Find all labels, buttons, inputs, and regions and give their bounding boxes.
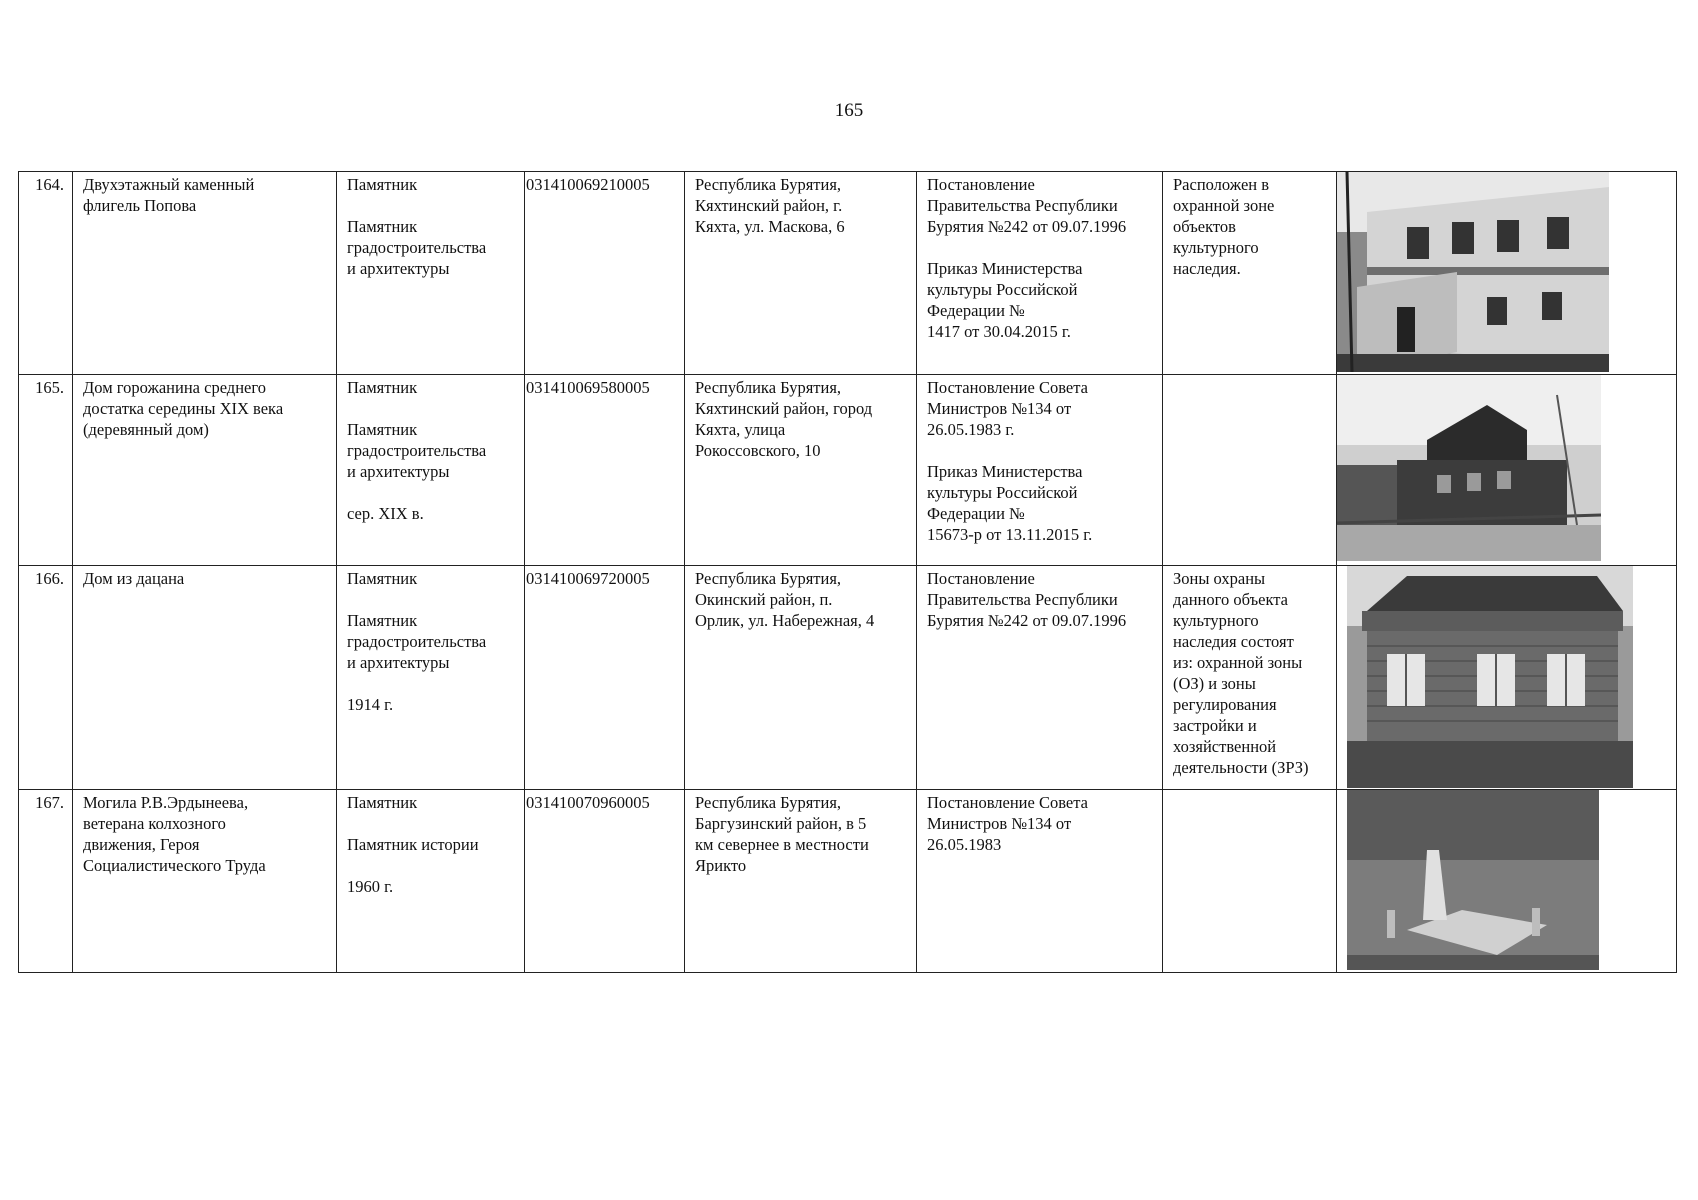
text-line: Кяхтинский район, г. [695, 196, 843, 215]
object-name-cell [73, 790, 337, 973]
text-line [347, 855, 514, 876]
text-line: Постановление [927, 175, 1035, 194]
text-line: (деревянный дом) [83, 420, 209, 439]
heritage-registry-table [18, 171, 1677, 973]
text-line [347, 813, 514, 834]
text-line: Федерации № [927, 504, 1025, 523]
document-cell [917, 566, 1163, 790]
table-row [19, 172, 1677, 375]
text-line: 26.05.1983 г. [927, 420, 1015, 439]
registry-code-cell: 031410069720005 [525, 566, 685, 790]
object-name-cell [73, 172, 337, 375]
log-house-photo [1347, 566, 1633, 788]
text-line: 1914 г. [347, 695, 394, 714]
text-line: Бурятия №242 от 09.07.1996 [927, 217, 1127, 236]
text-line: 1960 г. [347, 877, 394, 896]
text-line: достатка середины XIX века [83, 399, 284, 418]
text-line: Приказ Министерства [927, 259, 1083, 278]
text-line: км севернее в местности [695, 835, 869, 854]
photo-cell [1337, 375, 1677, 566]
text-line: Памятник [347, 611, 418, 630]
text-line [927, 440, 1152, 461]
text-line: Окинский район, п. [695, 590, 833, 609]
text-line: Орлик, ул. Набережная, 4 [695, 611, 875, 630]
text-line: Республика Бурятия, [695, 793, 842, 812]
text-line: культуры Российской [927, 280, 1078, 299]
text-line: охранной зоне [1173, 196, 1275, 215]
text-line: Рокоссовского, 10 [695, 441, 821, 460]
text-line: объектов [1173, 217, 1236, 236]
table-row [19, 566, 1677, 790]
text-line: Бурятия №242 от 09.07.1996 [927, 611, 1127, 630]
text-line [347, 195, 514, 216]
text-line: сер. XIX в. [347, 504, 424, 523]
registry-code-cell: 031410069580005 [525, 375, 685, 566]
text-line: (ОЗ) и зоны [1173, 674, 1256, 693]
text-line: Баргузинский район, в 5 [695, 814, 867, 833]
text-line: Памятник [347, 217, 418, 236]
page-number: 165 [834, 100, 864, 121]
address-cell [685, 172, 917, 375]
text-line: Памятник [347, 420, 418, 439]
note-cell [1163, 375, 1337, 566]
text-line: Могила Р.В.Эрдынеева, [83, 793, 249, 812]
text-line: Памятник истории [347, 835, 479, 854]
text-line: Министров №134 от [927, 814, 1072, 833]
grave-monument-photo [1347, 790, 1599, 970]
photo-cell [1337, 172, 1677, 375]
object-type-cell [337, 790, 525, 973]
text-line [347, 589, 514, 610]
text-line: Министров №134 от [927, 399, 1072, 418]
object-type-cell [337, 566, 525, 790]
text-line: Республика Бурятия, [695, 569, 842, 588]
text-line: из: охранной зоны [1173, 653, 1303, 672]
object-type-cell [337, 375, 525, 566]
text-line: Правительства Республики [927, 590, 1118, 609]
text-line: Дом горожанина среднего [83, 378, 266, 397]
table-row [19, 790, 1677, 973]
note-cell [1163, 566, 1337, 790]
registry-code-cell: 031410069210005 [525, 172, 685, 375]
row-number: 165. [19, 375, 73, 566]
text-line [927, 237, 1152, 258]
text-line: Памятник [347, 569, 418, 588]
document-cell [917, 172, 1163, 375]
two-story-stone-building-photo [1337, 172, 1609, 372]
text-line: Федерации № [927, 301, 1025, 320]
text-line [347, 673, 514, 694]
text-line: Памятник [347, 378, 418, 397]
text-line: хозяйственной [1173, 737, 1277, 756]
text-line: и архитектуры [347, 259, 450, 278]
table-row [19, 375, 1677, 566]
row-number: 167. [19, 790, 73, 973]
object-name-cell [73, 375, 337, 566]
text-line: и архитектуры [347, 653, 450, 672]
text-line: Дом из дацана [83, 569, 185, 588]
photo-cell [1337, 566, 1677, 790]
wooden-house-photo [1337, 375, 1601, 561]
text-line: культуры Российской [927, 483, 1078, 502]
text-line: Кяхтинский район, город [695, 399, 873, 418]
text-line: 1417 от 30.04.2015 г. [927, 322, 1071, 341]
text-line [347, 398, 514, 419]
text-line: ветерана колхозного [83, 814, 226, 833]
text-line [347, 482, 514, 503]
text-line: Двухэтажный каменный [83, 175, 255, 194]
text-line: градостроительства [347, 632, 487, 651]
text-line: наследия состоят [1173, 632, 1294, 651]
text-line: движения, Героя [83, 835, 200, 854]
text-line: Постановление Совета [927, 793, 1088, 812]
registry-code-cell: 031410070960005 [525, 790, 685, 973]
note-cell [1163, 790, 1337, 973]
document-cell [917, 375, 1163, 566]
row-number: 164. [19, 172, 73, 375]
object-type-cell [337, 172, 525, 375]
text-line: Приказ Министерства [927, 462, 1083, 481]
text-line: флигель Попова [83, 196, 197, 215]
row-number: 166. [19, 566, 73, 790]
text-line: Постановление Совета [927, 378, 1088, 397]
text-line: Правительства Республики [927, 196, 1118, 215]
address-cell [685, 375, 917, 566]
object-name-cell [73, 566, 337, 790]
text-line: деятельности (ЗРЗ) [1173, 758, 1309, 777]
text-line: градостроительства [347, 441, 487, 460]
text-line: Социалистического Труда [83, 856, 266, 875]
address-cell [685, 566, 917, 790]
text-line: Постановление [927, 569, 1035, 588]
text-line: регулирования [1173, 695, 1277, 714]
text-line: Республика Бурятия, [695, 378, 842, 397]
text-line: Расположен в [1173, 175, 1270, 194]
photo-cell [1337, 790, 1677, 973]
text-line: застройки и [1173, 716, 1257, 735]
text-line: 15673-р от 13.11.2015 г. [927, 525, 1093, 544]
text-line: Памятник [347, 793, 418, 812]
text-line: Республика Бурятия, [695, 175, 842, 194]
text-line: и архитектуры [347, 462, 450, 481]
text-line: 26.05.1983 [927, 835, 1002, 854]
text-line: Кяхта, улица [695, 420, 786, 439]
text-line: культурного [1173, 611, 1259, 630]
text-line: градостроительства [347, 238, 487, 257]
text-line: Ярикто [695, 856, 747, 875]
text-line: Зоны охраны [1173, 569, 1266, 588]
text-line: Памятник [347, 175, 418, 194]
text-line: данного объекта [1173, 590, 1288, 609]
document-cell [917, 790, 1163, 973]
note-cell [1163, 172, 1337, 375]
text-line: Кяхта, ул. Маскова, 6 [695, 217, 845, 236]
text-line: культурного [1173, 238, 1259, 257]
text-line: наследия. [1173, 259, 1241, 278]
address-cell [685, 790, 917, 973]
